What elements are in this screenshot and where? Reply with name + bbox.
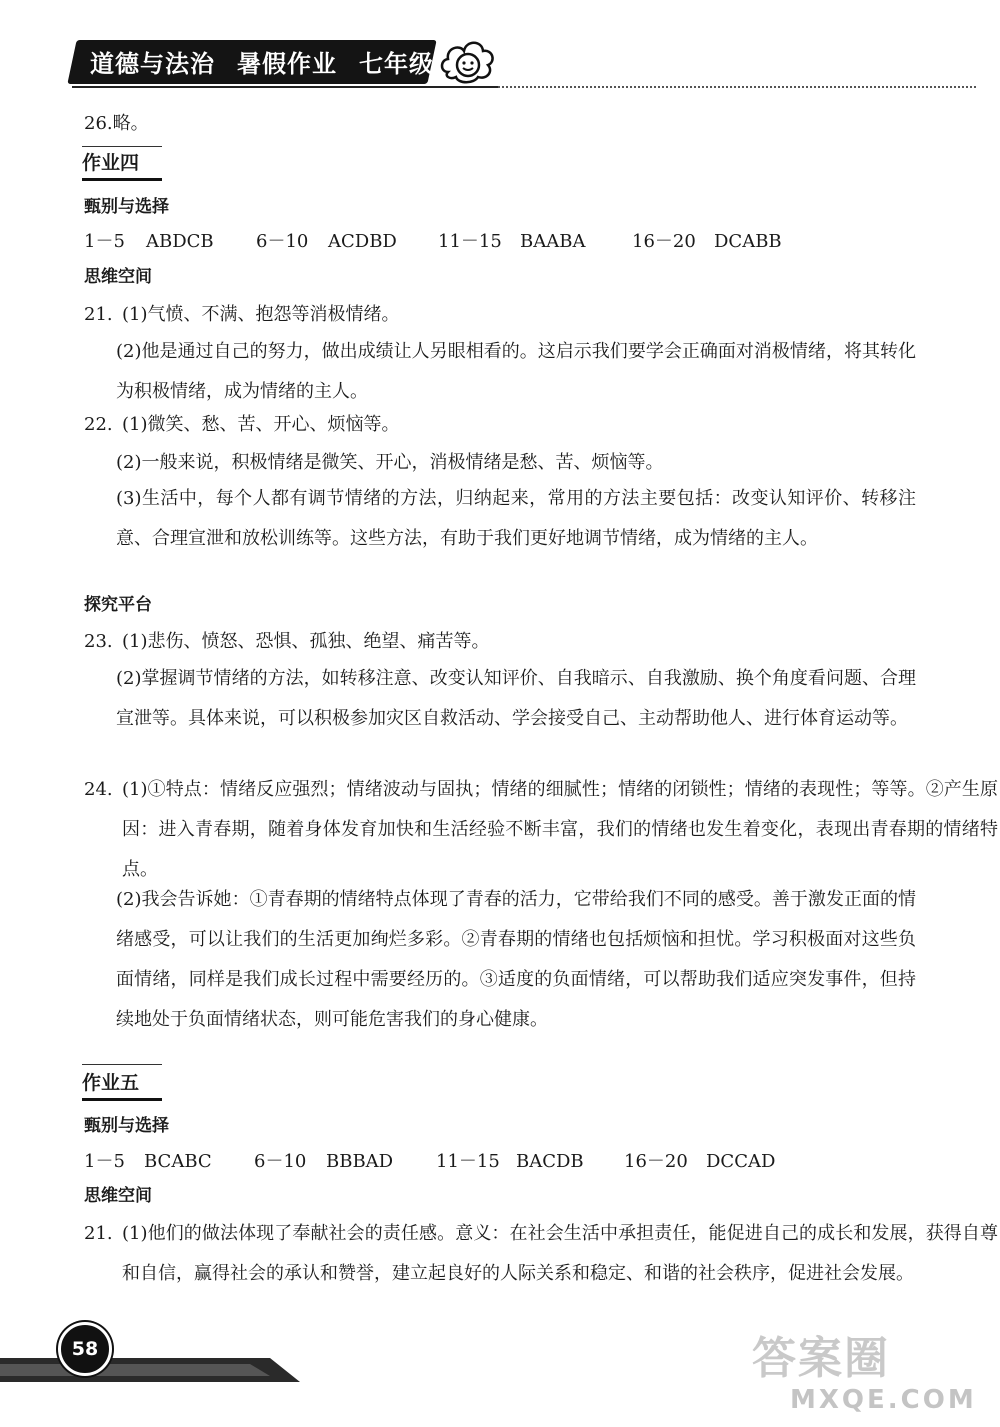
question-text: (1)①特点：情绪反应强烈；情绪波动与固执；情绪的细腻性；情绪的闭锁性；情绪的表现性；等等。②产生原因：进入青春期，随着身体发育加快和生活经验不断丰富，我们的情绪也发生着变化，表现出青春期的情绪特点。 xyxy=(122,779,998,880)
header-dotted-rule xyxy=(498,86,976,88)
page-number: 58 xyxy=(58,1322,112,1376)
range: 16－20 xyxy=(632,231,696,252)
question-text: (2)他是通过自己的努力，做出成绩让人另眼相看的。这启示我们要学会正确面对消极情绪，将其转化为积极情绪，成为情绪的主人。 xyxy=(116,341,916,402)
question-number: 24. xyxy=(84,779,113,800)
subsection-explore-hw4: 探究平台 xyxy=(84,595,152,615)
answer: BBBAD xyxy=(326,1151,394,1172)
answer: DCABB xyxy=(714,231,782,252)
footer-ribbon xyxy=(0,1350,300,1390)
question-number: 22. xyxy=(84,414,113,435)
question-text: (2)我会告诉她：①青春期的情绪特点体现了青春的活力，它带给我们不同的感受。善于激发正面的情绪感受，可以让我们的生活更加绚烂多彩。②青春期的情绪也包括烦恼和担忧。学习积极面对这些负面情绪，同样是我们成长过程中需要经历的。③适度的负面情绪，可以帮助我们适应突发事件，但持续地处于负面情绪状态，则可能危害我们的身心健康。 xyxy=(116,889,916,1030)
section-title-hw4: 作业四 xyxy=(82,152,140,174)
smiley-cloud-icon xyxy=(438,32,498,92)
question-text: (2)掌握调节情绪的方法，如转移注意、改变认知评价、自我暗示、自我激励、换个角度看问题、合理宣泄等。具体来说，可以积极参加灾区自救活动、学会接受自己、主动帮助他人、进行体育运动等。 xyxy=(116,668,916,729)
watermark-url: MXQE.COM xyxy=(790,1385,977,1415)
header-title xyxy=(90,46,456,82)
answer: ABDCB xyxy=(146,231,214,252)
answer-26: 26.略。 xyxy=(84,113,149,134)
header-subject: 道德与法治 xyxy=(90,50,215,78)
header-underline xyxy=(72,86,500,88)
section-title-hw5: 作业五 xyxy=(82,1072,140,1094)
question-number: 21. xyxy=(84,1223,113,1244)
range: 16－20 xyxy=(624,1151,688,1172)
answer: BAABA xyxy=(520,231,586,252)
range: 1－5 xyxy=(84,231,125,252)
subsection-thinking-hw4: 思维空间 xyxy=(84,267,152,287)
subsection-choice-hw4: 甄别与选择 xyxy=(84,197,169,217)
question-text: (1)气愤、不满、抱怨等消极情绪。 xyxy=(122,304,400,325)
question-text: (1)微笑、愁、苦、开心、烦恼等。 xyxy=(122,414,400,435)
subsection-thinking-hw5: 思维空间 xyxy=(84,1186,152,1206)
answer: BACDB xyxy=(516,1151,584,1172)
range: 11－15 xyxy=(438,231,502,252)
answer: BCABC xyxy=(144,1151,212,1172)
section-rule-top xyxy=(82,1064,162,1065)
question-text: (1)他们的做法体现了奉献社会的责任感。意义：在社会生活中承担责任，能促进自己的成长和发展，获得自尊和自信，赢得社会的承认和赞誉，建立起良好的人际关系和稳定、和谐的社会秩序，促进社会发展。 xyxy=(122,1223,998,1284)
subsection-choice-hw5: 甄别与选择 xyxy=(84,1116,169,1136)
question-text: (2)一般来说，积极情绪是微笑、开心，消极情绪是愁、苦、烦恼等。 xyxy=(116,452,664,473)
section-rule-top xyxy=(82,146,162,147)
question-text: (3)生活中，每个人都有调节情绪的方法，归纳起来，常用的方法主要包括：改变认知评价、转移注意、合理宣泄和放松训练等。这些方法，有助于我们更好地调节情绪，成为情绪的主人。 xyxy=(116,488,916,549)
answer: ACDBD xyxy=(328,231,397,252)
section-rule-bottom xyxy=(82,1098,162,1101)
question-number: 23. xyxy=(84,631,113,652)
range: 6－10 xyxy=(256,231,309,252)
section-rule-bottom xyxy=(82,178,162,181)
question-text: (1)悲伤、愤怒、恐惧、孤独、绝望、痛苦等。 xyxy=(122,631,490,652)
answer: DCCAD xyxy=(706,1151,776,1172)
range: 6－10 xyxy=(254,1151,307,1172)
range: 11－15 xyxy=(436,1151,500,1172)
watermark-logo: 答案圈 xyxy=(752,1333,890,1384)
question-number: 21. xyxy=(84,304,113,325)
header-book: 暑假作业 xyxy=(237,50,337,78)
range: 1－5 xyxy=(84,1151,125,1172)
header-grade: 七年级 xyxy=(359,50,434,78)
